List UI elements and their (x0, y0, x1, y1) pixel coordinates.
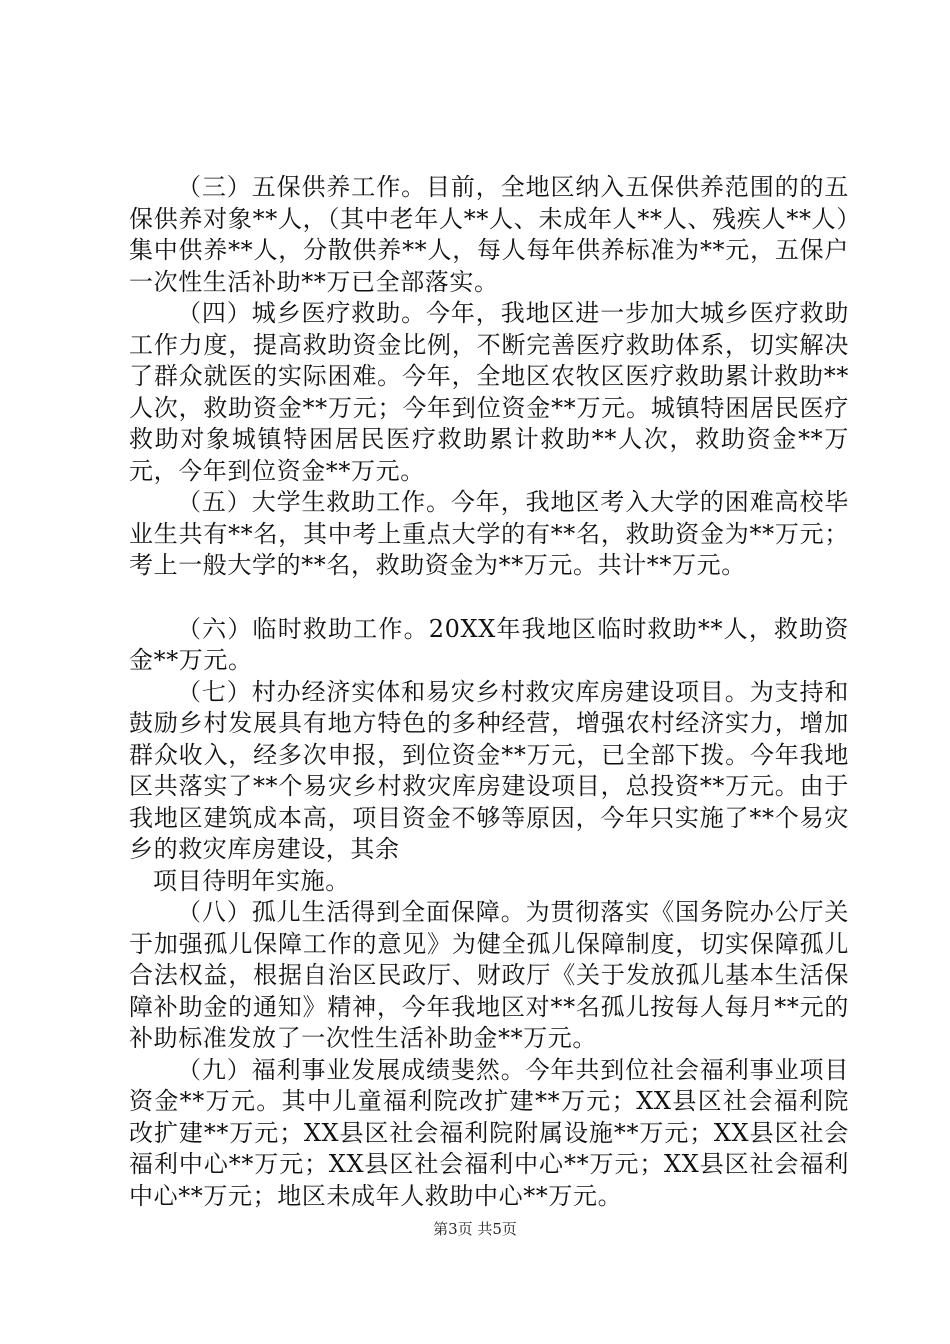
paragraph-student-aid: （五）大学生救助工作。今年，我地区考入大学的困难高校毕业生共有**名，其中考上重点大学的有**名，救助资金为**万元；考上一般大学的**名，救助资金为**万元。共计**万元。 (129, 488, 849, 579)
paragraph-medical-aid: （四）城乡医疗救助。今年，我地区进一步加大城乡医疗救助工作力度，提高救助资金比例，不断完善医疗救助体系，切实解决了群众就医的实际困难。今年，全地区农牧区医疗救助累计救助**人次，救助资金**万元；今年到位资金**万元。城镇特困居民医疗救助对象城镇特困居民医疗救助累计救助**人次，救助资金**万元，今年到位资金**万元。 (129, 299, 849, 485)
paragraph-warehouse-project: （七）村办经济实体和易灾乡村救灾库房建设项目。为支持和鼓励乡村发展具有地方特色的多种经营，增强农村经济实力，增加群众收入，经多次申报，到位资金**万元，已全部下拨。今年我地区共落实了**个易灾乡村救灾库房建设项目，总投资**万元。由于我地区建筑成本高，项目资金不够等原因，今年只实施了**个易灾乡的救灾库房建设，其余 (129, 677, 849, 863)
paragraph-orphan-support: （八）孤儿生活得到全面保障。为贯彻落实《国务院办公厅关于加强孤儿保障工作的意见》为健全孤儿保障制度，切实保障孤儿合法权益，根据自治区民政厅、财政厅《关于发放孤儿基本生活保障补助金的通知》精神，今年我地区对**名孤儿按每人每月**元的补助标准发放了一次性生活补助金**万元。 (129, 898, 849, 1052)
paragraph-warehouse-continued: 项目待明年实施。 (153, 866, 350, 895)
page-footer: 第3页 共5页 (433, 1220, 517, 1238)
paragraph-temporary-aid: （六）临时救助工作。20XX年我地区临时救助**人，救助资金**万元。 (129, 614, 849, 674)
paragraph-wubao: （三）五保供养工作。目前，全地区纳入五保供养范围的的五保供养对象**人，（其中老年人**人、未成年人**人、残疾人**人）集中供养**人，分散供养**人，每人每年供养标准为**元，五保户一次性生活补助**万已全部落实。 (129, 173, 849, 296)
paragraph-welfare-development: （九）福利事业发展成绩斐然。今年共到位社会福利事业项目资金**万元。其中儿童福利院改扩建**万元；XX县区社会福利院改扩建**万元；XX县区社会福利院附属设施**万元；XX县区社会福利中心**万元；XX县区社会福利中心**万元；XX县区社会福利中心**万元；地区未成年人救助中心**万元。 (129, 1055, 849, 1210)
document-body (129, 172, 849, 1212)
